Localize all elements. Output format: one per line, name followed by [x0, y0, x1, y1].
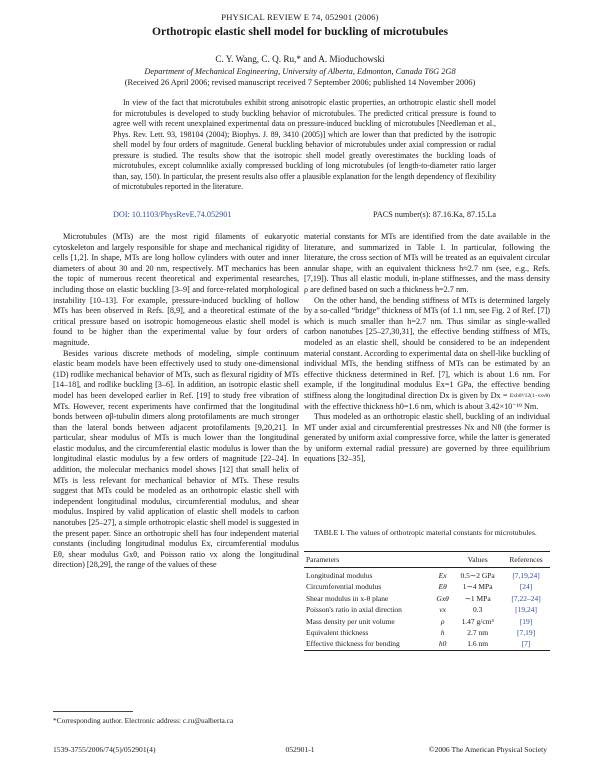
paragraph: material constants for MTs are identified from the date available in the literature, and summarized in Table I. In particular, following the literature, the cross section of MTs will be treated as an equivalent circular annular shape, with an equivalent thickness h≈2.7 nm (see, e.g., Refs. [7,19]). Thus all elastic moduli, in-plane stiffnesses, and the mass density ρ are defined based on such a thickness h=2.7 nm. [304, 232, 550, 294]
param-name: Circumferential modulus [306, 582, 382, 592]
footer-issn: 1539-3755/2006/74(5)/052901(4) [53, 745, 156, 754]
body-column-right [304, 232, 550, 465]
table-row [304, 604, 550, 615]
paragraph-text: with the effective thickness h0=1.6 nm, which is about 3.42×10⁻¹⁹ Nm. [304, 401, 539, 411]
param-name: Mass density per unit volume [306, 616, 395, 626]
table-header-cell: Parameters [304, 552, 432, 568]
paper-title: Orthotropic elastic shell model for buckling of microtubules [152, 25, 448, 38]
author-list: C. Y. Wang, C. Q. Ru,* and A. Mioduchowski [215, 54, 385, 64]
footer-copyright: ©2006 The American Physical Society [428, 745, 547, 754]
table-row [304, 638, 550, 651]
table-header-cell [432, 552, 453, 568]
param-reference[interactable]: [7,19,24] [512, 571, 540, 580]
paragraph: Besides various discrete methods of modeling, simple continuum elastic beam models have been effectively used to study one-dimensional (1D) rodlike mechanical behavior of MTs, such as flexural rigidity of MTs [14–18], and rodlike buckling [3–6]. In addition, an isotropic elastic shell model has been developed earlier in Ref. [19] to study free vibration of MTs. However, recent experiments have confirmed that the longitudinal bonds between αβ-tubulin dimers along protofilaments are much stronger than the lateral bonds between adjacent protofilaments [9,20,21]. In particular, shear modulus of MTs is much lower than the longitudinal elastic modulus, and the circumferential elastic modulus is lower than the longitudinal elastic modulus by a few orders of magnitude [22–24]. In addition, the molecular mechanics model shows [12] that small helix of MTs is less relevant for mechanical behavior of MTs. These results suggest that MTs could be modeled as an orthotropic elastic shell with independent longitudinal modulus, circumferential modulus, and shear modulus. Inspired by valid application of elastic shell models to carbon nanotubes [25–27], a simple orthotropic elastic shell model is suggested in the present paper. Since an orthotropic shell has four independent material constants (including longitudinal modulus Ex, circumferential modulus Eθ, shear modulus Gxθ, and Poisson ratio νx along the longitudinal direction) [28,29], the range of the values of these [53, 348, 299, 570]
table-header-row [304, 552, 550, 568]
param-name: Equivalent thickness [306, 627, 369, 637]
doi-pacs-line [113, 210, 496, 219]
param-value: 0.3 [472, 605, 483, 615]
param-name: Poisson's ratio in axial direction [306, 605, 402, 615]
param-value: 1.6 nm [453, 638, 502, 651]
paragraph [304, 296, 550, 413]
param-symbol: h [440, 627, 445, 637]
param-symbol: ρ [440, 616, 445, 626]
param-name: Effective thickness for bending [304, 638, 432, 651]
param-name: Shear modulus in x-θ plane [306, 593, 389, 603]
param-value: 1∼4 MPa [462, 582, 493, 592]
abstract: In view of the fact that microtubules exhibit strong anisotropic elastic properties, an orthotropic elastic shell model for microtubules is developed to study buckling behavior of microtubules. The predicted critical pressure is found to agree well with recent unexplained experimental data on pressure-induced buckling of microtubules [Needleman et al., Phys. Rev. Lett. 93, 198104 (2004); Biophys. J. 89, 3410 (2005)] which are lower than that predicted by the isotropic shell model by four orders of magnitude. General buckling behavior of microtubules under axial compression or radial pressure is studied. The results show that the isotropic shell model greatly overestimates the buckling loads of microtubules, except columnlike axially compressed buckling of long microtubules (of length-to-diameter ratio larger than, say, 150). In particular, the present results also offer a plausible explanation for the length dependency of flexibility of microtubules reported in the literature. [113, 98, 496, 191]
param-reference[interactable]: [7] [502, 638, 550, 651]
paragraph: Thus modeled as an orthotropic elastic shell, buckling of an individual MT under axial and circumferential prestresses Nx and Nθ (the former is generated by uniform axial compressive force, while the latter is generated by uniform external radial pressure) are governed by three equilibrium equations [32–35], [304, 412, 550, 464]
param-reference[interactable]: [19] [519, 616, 533, 626]
paragraph-text: On the other hand, the bending stiffness of MTs is determined largely by a so-called “bridge” thickness of MTs (of 1.1 nm, see Fig. 2 of Ref. [7]) which is much smaller than h=2.7 nm. Thus similar as single-walled carbon nanotubes [25–27,30,31], the effective bending stiffness of MTs, modeled as an elastic shell, should be considered to be an independent material constant. According to experimental data on shell-like buckling of individual MTs, the bending stiffness of MTs can be estimated by an effective thickness determined in Ref. [7], which is about 1.6 nm. For example, if the longitudinal modulus Ex=1 GPa, the effective bending stiffness along the longitudinal direction Dx is given by Dx = [304, 295, 550, 400]
param-reference[interactable]: [19,24] [515, 605, 537, 615]
table-row [304, 568, 550, 582]
footnote-divider [53, 711, 133, 712]
param-symbol: Ex [438, 571, 447, 580]
table-header-cell: Values [453, 552, 502, 568]
paragraph: Microtubules (MTs) are the most rigid filaments of eukaryotic cytoskeleton and largely responsible for shape and mechanical rigidity of cells [1,2]. In shape, MTs are long hollow cylinders with outer and inner diameters of about 30 and 20 nm, respectively. MT mechanics has been the topic of numerous recent theoretical and experimental researches, including those on elastic buckling [3–9] and force-related morphological instability [10–13]. For example, pressure-induced buckling of hollow MTs has been observed in Refs. [8,9], and a theoretical estimate of the critical pressure based on isotropic homogeneous elastic shell model is found to be higher than the experimental value by four orders of magnitude. [53, 232, 299, 347]
param-value: ∼1 MPa [464, 593, 491, 603]
material-constants-table [304, 551, 550, 651]
footnote: *Corresponding author. Electronic address: c.ru@ualberta.ca [53, 716, 234, 725]
footer-page-number: 052901-1 [285, 745, 315, 754]
table-header-cell: References [502, 552, 550, 568]
formula-denominator: 12(1−νxνθ) [524, 392, 550, 399]
body-column-left [53, 232, 299, 571]
param-symbol: Eθ [438, 582, 447, 592]
received-dates: (Received 26 April 2006; revised manuscript received 7 September 2006; published 14 November 2006) [124, 78, 476, 87]
table-caption: TABLE I. The values of orthotropic material constants for microtubules. [314, 528, 537, 537]
param-value: 1.47 g/cm³ [461, 616, 494, 626]
param-name: Longitudinal modulus [306, 571, 373, 580]
param-symbol: h0 [432, 638, 453, 651]
bending-stiffness-formula: Exh0³/12(1−νxνθ) [509, 392, 550, 399]
param-symbol: νx [439, 605, 446, 615]
journal-header: PHYSICAL REVIEW E 74, 052901 (2006) [221, 12, 379, 22]
table-row [304, 581, 550, 592]
param-reference[interactable]: [24] [519, 582, 533, 592]
pacs-numbers: PACS number(s): 87.16.Ka, 87.15.La [373, 210, 496, 219]
param-symbol: Gxθ [436, 593, 449, 603]
doi-link[interactable]: DOI: 10.1103/PhysRevE.74.052901 [113, 210, 232, 219]
table-row [304, 627, 550, 638]
table-row [304, 593, 550, 604]
param-value: 0.5∼2 GPa [460, 571, 495, 580]
param-reference[interactable]: [7,22–24] [511, 593, 541, 603]
affiliation: Department of Mechanical Engineering, University of Alberta, Edmonton, Canada T6G 2G8 [144, 67, 456, 76]
param-reference[interactable]: [7,19] [517, 627, 536, 637]
param-value: 2.7 nm [467, 627, 489, 637]
formula-numerator: Exh0³ [509, 392, 524, 399]
table-row [304, 615, 550, 626]
